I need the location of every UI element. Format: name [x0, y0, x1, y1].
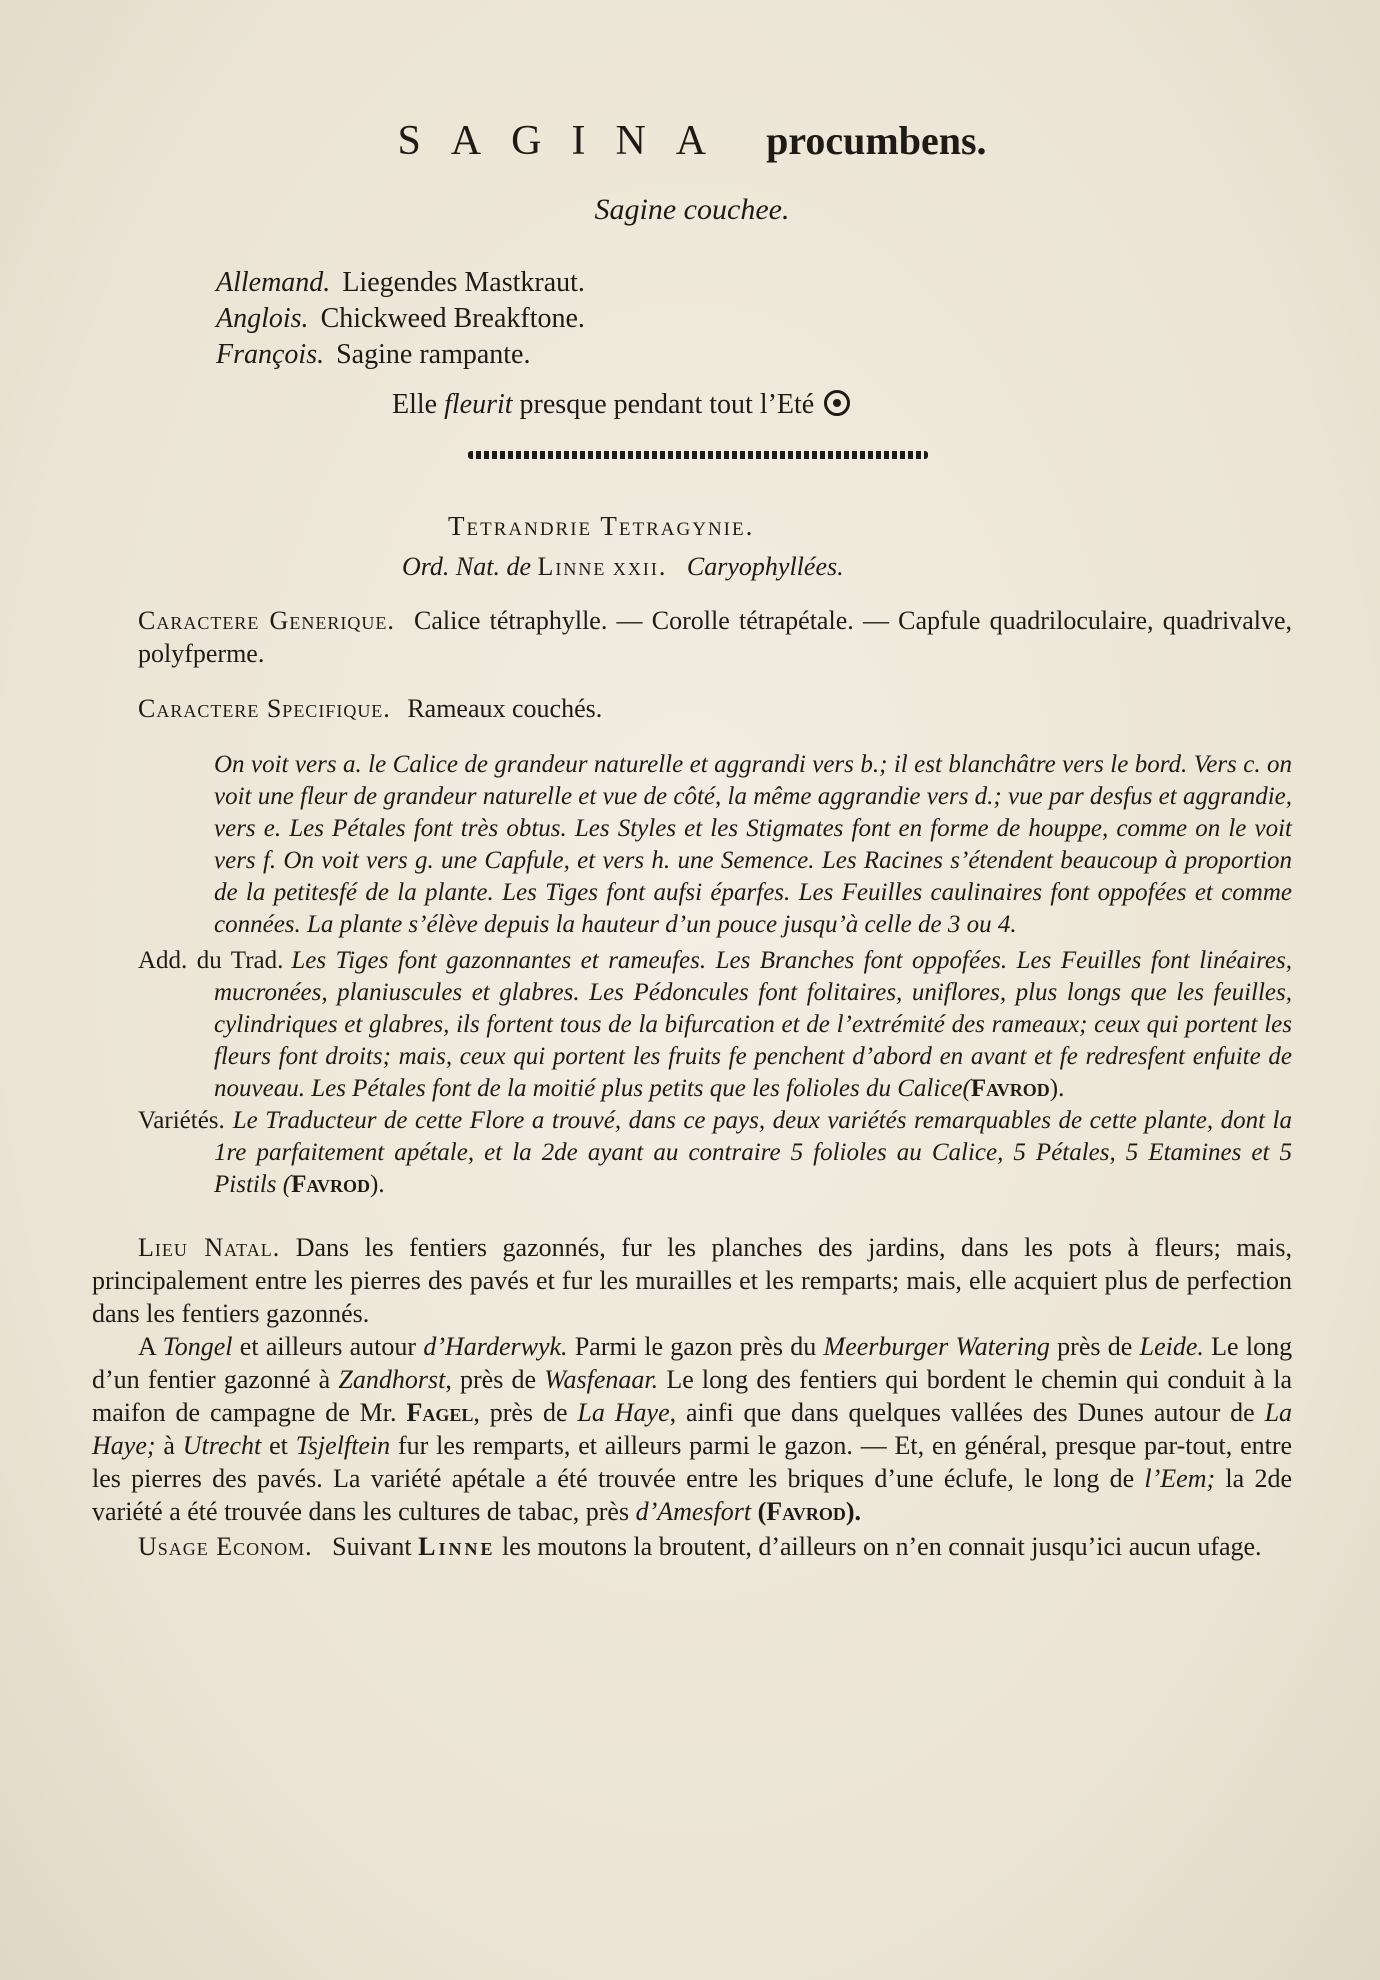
flowering-post: presque pendant tout l’Eté — [519, 389, 815, 420]
name-line-french — [216, 337, 1292, 373]
translator-addition-label: Add. du Trad. — [138, 947, 284, 974]
annual-symbol-icon — [824, 390, 850, 416]
place-name: l’Eem; — [1144, 1464, 1216, 1493]
ord-family: Caryophyllées. — [686, 552, 844, 581]
native-habitat-text: Dans les fentiers gazonnés, fur les planches des jardins, dans les pots à fleurs; mais, principalement entre les pierres des pavés et fur les murailles et les remparts; mais, elle acquiert plus de perfection dans les fentiers gazonnés. — [92, 1233, 1292, 1328]
classification-title: Tetrandrie Tetragynie. — [448, 511, 755, 541]
varieties-label: Variétés. — [138, 1107, 225, 1134]
place-name: La Haye; — [92, 1398, 1293, 1460]
loc-text: et — [269, 1431, 288, 1460]
lang-name: Sagine rampante. — [336, 339, 531, 370]
varieties-author: Favrod — [291, 1171, 371, 1198]
flowering-verb: fleurit — [444, 389, 513, 420]
plate-description: On voit vers a. le Calice de grandeur naturelle et aggrandi vers b.; il est blanchâtre vers le bord. Vers c. on voit une fleur de grandeur naturelle et vue de côté, la même aggrandie vers d.; vue par desfus et aggrandie, vers e. Les Pétales font très obtus. Les Styles et les Stigmates font en forme de houppe, comme on le voit vers f. On voit vers g. une Capfule, et vers h. une Semence. Les Racines s’étendent beaucoup à proportion de la petitesfé de la plante. Les Tiges font aufsi éparfes. Les Feuilles caulinaires font oppofées et comme connées. La plante s’élève depuis la hauteur d’un pouce jusqu’à celle de 3 ou 4. — [214, 751, 1292, 938]
loc-text: , ainfi que dans quelques vallées des Dunes autour de — [669, 1398, 1255, 1427]
localities — [92, 1330, 1292, 1528]
translator-addition-text: Les Tiges font gazonnantes et rameufes. Les Branches font oppofées. Les Feuilles font linéaires, mucronées, planiuscules et glabres. Les Pédoncules font folitaires, uniflores, plus longs que les feuilles, cylindriques et glabres, ils fortent tous de la bifurcation et de l’extrémité des rameaux; ceux qui portent les fleurs font droits; mais, ceux qui portent les fruits fe penchent d’abord en avant et fe redresfent enfuite de nouveau. Les Pétales font de la moitié plus petits que les folioles du Calice( — [214, 947, 1293, 1102]
place-name: Tsjelftein — [295, 1431, 391, 1460]
economic-use-text: les moutons la broutent, d’ailleurs on n’en connait jusqu’ici aucun ufage. — [501, 1532, 1262, 1561]
place-name: Leide. — [1139, 1332, 1204, 1361]
specific-character-text: Rameaux couchés. — [407, 694, 603, 723]
lang-label: Anglois. — [216, 303, 309, 334]
loc-text: près de — [1057, 1332, 1133, 1361]
place-name: d’Harderwyk. — [423, 1332, 568, 1361]
name-line-german — [216, 265, 1292, 301]
native-habitat-label: Lieu Natal. — [138, 1233, 281, 1262]
economic-use — [92, 1530, 1292, 1563]
generic-character-label: Caractere Generique. — [138, 606, 395, 635]
lang-label: Allemand. — [216, 267, 331, 298]
lang-name: Liegendes Mastkraut. — [342, 267, 585, 298]
loc-text: la 2de variété a été trouvée dans les cultures de tabac, près — [92, 1464, 1292, 1526]
economic-use-label: Usage Econom. — [138, 1532, 313, 1561]
native-habitat — [92, 1231, 1292, 1330]
place-name: Wasfenaar. — [544, 1365, 659, 1394]
habitat-author: (Favrod). — [757, 1497, 861, 1526]
flowering-pre: Elle — [392, 389, 438, 420]
translator-addition — [138, 945, 1292, 1105]
ord-author: Linne — [537, 552, 607, 581]
vernacular-names — [216, 265, 1292, 373]
translator-addition-end: ). — [1049, 1075, 1065, 1102]
translator-addition-author: Favrod — [970, 1075, 1050, 1102]
place-name: Utrecht — [182, 1431, 262, 1460]
lang-label: François. — [216, 339, 325, 370]
loc-text: , près de — [473, 1398, 568, 1427]
place-name: Zandhorst — [338, 1365, 446, 1394]
place-name: d’Amesfort — [635, 1497, 752, 1526]
name-line-english — [216, 301, 1292, 337]
place-name: Meerburger Watering — [823, 1332, 1050, 1361]
ornamental-divider — [468, 451, 928, 459]
person-name: Fagel — [406, 1398, 474, 1427]
place-name: Tongel — [162, 1332, 233, 1361]
ord-prefix: Ord. Nat. de — [402, 552, 532, 581]
place-name: La Haye — [577, 1398, 670, 1427]
generic-character-text: Calice tétraphylle. — Corolle tétrapétale. — Capfule quadriloculaire, quadrivalve, polyfperme. — [138, 606, 1292, 668]
loc-text: Le long d’un fentier gazonné à — [92, 1332, 1293, 1394]
varieties-text: Le Traducteur de cette Flore a trouvé, dans ce pays, deux variétés remarquables de cette plante, dont la 1re parfaitement apétale, et la 2de ayant au contraire 5 folioles au Calice, 5 Pétales, 5 Etamines et 5 Pistils ( — [214, 1107, 1292, 1198]
ord-number: xxii. — [612, 552, 668, 581]
loc-text: A — [138, 1332, 156, 1361]
loc-text: à — [163, 1431, 175, 1460]
loc-text: et ailleurs autour — [239, 1332, 417, 1361]
specific-character — [92, 692, 1292, 725]
generic-character — [92, 604, 1292, 670]
natural-order — [402, 552, 1292, 582]
lang-name: Chickweed Breakftone. — [320, 303, 585, 334]
species-name: procumbens. — [766, 118, 987, 163]
loc-text: fur les remparts, et ailleurs parmi le gazon. — Et, en général, presque par-tout, entre les pierres des pavés. La variété apétale a été trouvée entre les briques d’une éclufe, le long de — [92, 1431, 1293, 1493]
common-name: Sagine couchee. — [594, 193, 790, 226]
economic-use-author: Linne — [418, 1532, 496, 1561]
loc-text: Parmi le gazon près du — [574, 1332, 817, 1361]
specific-character-label: Caractere Specifique. — [138, 694, 391, 723]
flowering-line — [392, 385, 1292, 425]
varieties — [138, 1105, 1292, 1201]
loc-text: Le long des fentiers qui bordent le chemin qui conduit à la maifon de campagne de Mr. — [92, 1365, 1293, 1427]
page-title — [92, 110, 1292, 171]
varieties-end: ). — [370, 1171, 385, 1198]
content — [92, 100, 1292, 1563]
loc-text: , près de — [445, 1365, 537, 1394]
economic-use-pre: Suivant — [332, 1532, 412, 1561]
genus-name: SAGINA — [397, 118, 737, 164]
